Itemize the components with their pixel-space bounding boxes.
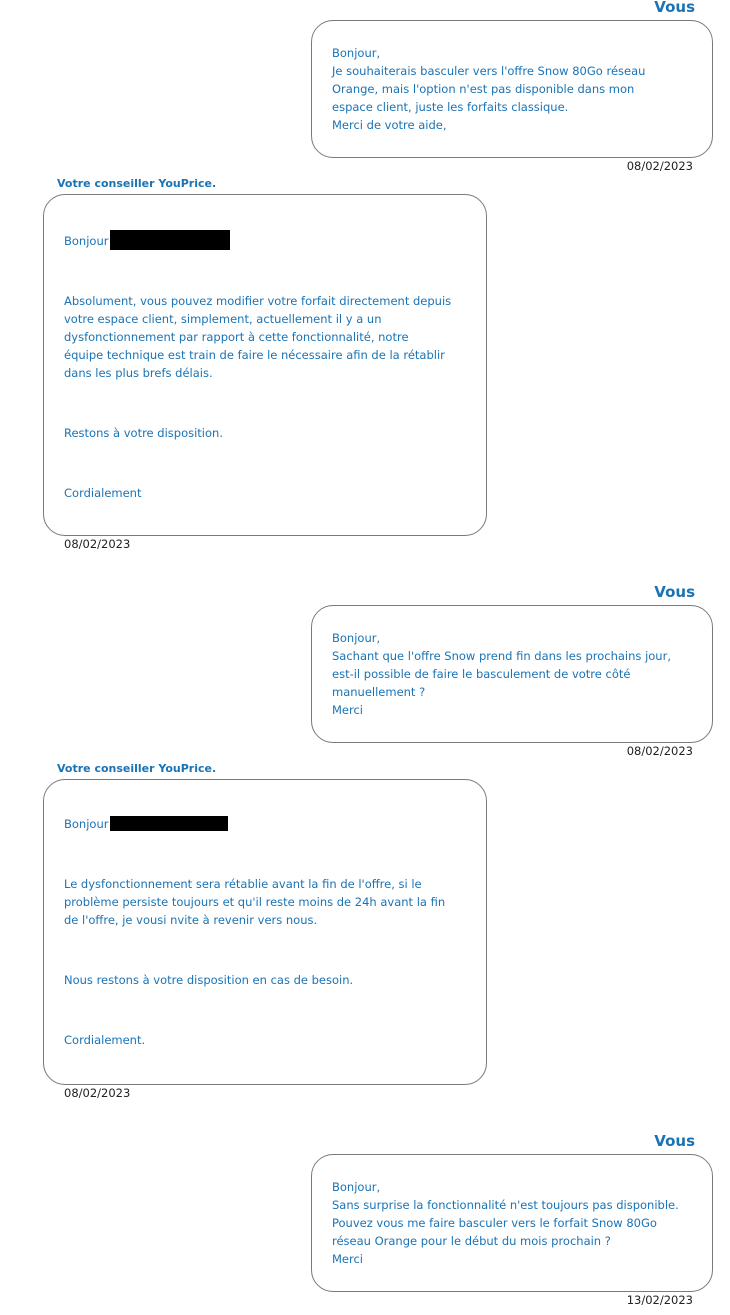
message-greeting: Bonjour bbox=[64, 815, 466, 833]
message-paragraph bbox=[64, 1031, 466, 1049]
message-line: problème persiste toujours et qu'il reste moins de 24h avant la fin bbox=[64, 895, 446, 909]
message-line: Pouvez vous me faire basculer vers le forfait Snow 80Go bbox=[332, 1216, 657, 1230]
message-line: Merci bbox=[332, 703, 363, 717]
message-greeting: Bonjour bbox=[64, 230, 466, 250]
message-line: Cordialement bbox=[64, 486, 142, 500]
message-line: est-il possible de faire le basculement de votre côté bbox=[332, 667, 631, 681]
sender-label-user: Vous bbox=[654, 583, 695, 601]
message-line: Nous restons à votre disposition en cas de besoin. bbox=[64, 973, 354, 987]
message-line: espace client, juste les forfaits classique. bbox=[332, 100, 569, 114]
message-line: Absolument, vous pouvez modifier votre forfait directement depuis bbox=[64, 294, 452, 308]
message-paragraph bbox=[64, 292, 466, 382]
message-line: manuellement ? bbox=[332, 685, 426, 699]
message-paragraph bbox=[64, 815, 466, 833]
sender-label-user: Vous bbox=[654, 1132, 695, 1150]
sender-label-agent: Votre conseiller YouPrice. bbox=[57, 762, 217, 775]
message-paragraph bbox=[64, 230, 466, 250]
message-line: Le dysfonctionnement sera rétablie avant la fin de l'offre, si le bbox=[64, 877, 422, 891]
message-bubble-user bbox=[311, 1154, 713, 1292]
message-line: Cordialement. bbox=[64, 1033, 146, 1047]
message-line: Sans surprise la fonctionnalité n'est toujours pas disponible. bbox=[332, 1198, 679, 1212]
message-bubble-user bbox=[311, 605, 713, 743]
message-line: votre espace client, simplement, actuellement il y a un bbox=[64, 312, 382, 326]
message-paragraph bbox=[64, 424, 466, 442]
message-line: Bonjour, bbox=[332, 46, 381, 60]
message-line: Orange, mais l'option n'est pas disponible dans mon bbox=[332, 82, 635, 96]
message-line: dysfonctionnement par rapport à cette fonctionnalité, notre bbox=[64, 330, 409, 344]
message-bubble-agent bbox=[43, 779, 487, 1085]
redacted-name bbox=[110, 230, 230, 250]
message-line: Bonjour, bbox=[332, 1180, 381, 1194]
message-line: équipe technique est train de faire le nécessaire afin de la rétablir bbox=[64, 348, 445, 362]
message-line: dans les plus brefs délais. bbox=[64, 366, 213, 380]
message-paragraph bbox=[64, 875, 466, 929]
message-date: 13/02/2023 bbox=[626, 1293, 693, 1307]
sender-label-agent: Votre conseiller YouPrice. bbox=[57, 177, 217, 190]
message-line: Merci de votre aide, bbox=[332, 118, 447, 132]
message-line: Merci bbox=[332, 1252, 363, 1266]
message-bubble-agent bbox=[43, 194, 487, 536]
redacted-name bbox=[110, 816, 228, 831]
message-line: Bonjour, bbox=[332, 631, 381, 645]
message-paragraph bbox=[64, 484, 466, 502]
message-line: réseau Orange pour le début du mois prochain ? bbox=[332, 1234, 611, 1248]
message-line: Je souhaiterais basculer vers l'offre Snow 80Go réseau bbox=[332, 64, 646, 78]
message-paragraph bbox=[64, 971, 466, 989]
message-date: 08/02/2023 bbox=[64, 537, 131, 551]
message-line: Restons à votre disposition. bbox=[64, 426, 223, 440]
message-date: 08/02/2023 bbox=[626, 159, 693, 173]
message-bubble-user bbox=[311, 20, 713, 158]
message-line: de l'offre, je vousi nvite à revenir vers nous. bbox=[64, 913, 318, 927]
message-date: 08/02/2023 bbox=[64, 1086, 131, 1100]
sender-label-user: Vous bbox=[654, 0, 695, 16]
message-line: Sachant que l'offre Snow prend fin dans les prochains jour, bbox=[332, 649, 671, 663]
message-date: 08/02/2023 bbox=[626, 744, 693, 758]
